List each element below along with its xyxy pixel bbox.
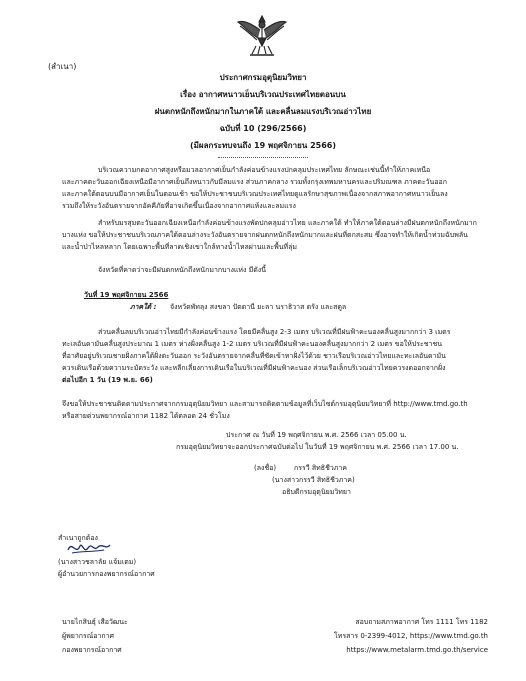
copy-mark: (สำเนา) (48, 62, 77, 71)
footer-left-line: กองพยากรณ์อากาศ (62, 646, 122, 654)
subject-line-1: เรื่อง อากาศหนาวเย็นบริเวณประเทศไทยตอนบน (180, 90, 346, 99)
para1-line: บริเวณความกดอากาศสูงหรือมวลอากาศเย็นกำลังค่อนข้างแรงปกคลุมประเทศไทย ลักษณะเช่นนี้ทำให้ภาคเหนือ (98, 166, 431, 174)
para4-end: ต่อไปอีก 1 วัน (19 พ.ย. 66) (62, 376, 153, 384)
para2-line: และน้ำป่าไหลหลาก โดยเฉพาะพื้นที่ลาดเชิงเขาใกล้ทางน้ำไหลผ่านและพื้นที่ลุ่ม (62, 243, 298, 251)
schedule-date: วันที่ 19 พฤศจิกายน 2566 (84, 291, 169, 299)
certify-label: สำเนาถูกต้อง (58, 534, 98, 542)
footer-right-line[interactable]: โทรสาร 0-2399-4012, https://www.tmd.go.th (334, 632, 488, 640)
signer-position: อธิบดีกรมอุตุนิยมวิทยา (282, 488, 351, 496)
schedule-provinces: จังหวัดพัทลุง สงขลา ปัตตานี ยะลา นราธิวาส ตรัง และสตูล (170, 303, 347, 311)
header-divider (218, 157, 308, 158)
footer-right-line: สอบถามสภาพอากาศ โทร 1111 โทร 1182 (355, 618, 488, 626)
para5-line: จึงขอให้ประชาชนติดตามประกาศจากกรมอุตุนิยมวิทยา และสามารถติดตามข้อมูลที่เว็บไซต์กรมอุตุนิยมวิทยาที่ http://www.tmd.go.th (62, 400, 468, 408)
para1-line: และภาคตะวันออกเฉียงเหนือมีอากาศเย็นถึงหนาวกับมีลมแรง ส่วนภาคกลาง รวมทั้งกรุงเทพมหานครและปริมณฑล ภาคตะวันออก (62, 178, 447, 186)
para4-line: ทะเลอันดามันคลื่นสูงประมาณ 1 เมตร ห่างฝั่งคลื่นสูง 1-2 เมตร บริเวณที่มีฝนฟ้าคะนองคลื่นสูงมากกว่า 2 เมตร ขอให้ประชาชน (62, 340, 443, 348)
certify-position: ผู้อำนวยการกองพยากรณ์อากาศ (58, 570, 155, 578)
subject-line-2: ฝนตกหนักถึงหนักมากในภาคใต้ และคลื่นลมแรงบริเวณอ่าวไทย (154, 107, 372, 116)
garuda-emblem-icon (236, 10, 288, 58)
effective-date: (มีผลกระทบจนถึง 19 พฤศจิกายน 2566) (190, 141, 336, 150)
para2-line: สำหรับมรสุมตะวันออกเฉียงเหนือกำลังค่อนข้างแรงพัดปกคลุมอ่าวไทย และภาคใต้ ทำให้ภาคใต้ตอนล่างมีฝนตกหนักถึงหนักมาก (98, 219, 477, 227)
para5-line: หรือสายด่วนพยากรณ์อากาศ 1182 ได้ตลอด 24 ชั่วโมง (62, 412, 230, 420)
para3: จังหวัดที่คาดว่าจะมีฝนตกหนักถึงหนักมากบางแห่ง มีดังนี้ (98, 266, 267, 274)
para2-line: บางแห่ง ขอให้ประชาชนบริเวณภาคใต้ตอนล่างระวังอันตรายจากฝนตกหนักถึงหนักมากและฝนที่ตกสะสม ซึ่งอาจทำให้เกิดน้ำท่วมฉับพลัน (62, 231, 468, 239)
agency-title: ประกาศกรมอุตุนิยมวิทยา (219, 73, 307, 82)
footer-left-line: ผู้พยากรณ์อากาศ (62, 632, 114, 640)
para1-line: รวมถึงให้ระวังอันตรายจากอัคคีภัยที่อาจเกิดขึ้นเนื่องจากอากาศแห้งและลมแรง (62, 202, 296, 210)
para4-line: ควรเดินเรือด้วยความระมัดระวัง และหลีกเลี่ยงการเดินเรือในบริเวณที่มีฝนฟ้าคะนอง ส่วนเรือเล็กบริเวณอ่าวไทยควรงดออกจากฝั่ง (62, 364, 446, 372)
signer-full-name: (นางสาวกรรวี สิทธิชีวภาค) (272, 476, 355, 484)
certify-name: (นางสาวชลาลัย แจ้มเตม) (58, 558, 137, 566)
para1-line: และภาคใต้ตอนบนมีอากาศเย็นในตอนเช้า ขอให้ประชาชนบริเวณประเทศไทยดูแลรักษาสุขภาพเนื่องจากสภาพอากาศหนาวเย็นลง (62, 190, 448, 198)
announce-line-1: ประกาศ ณ วันที่ 19 พฤศจิกายน พ.ศ. 2566 เวลา 05.00 น. (226, 431, 407, 439)
issue-number: ฉบับที่ 10 (296/2566) (219, 124, 307, 133)
para4-line: ส่วนคลื่นลมบริเวณอ่าวไทยมีกำลังค่อนข้างแรง โดยมีคลื่นสูง 2-3 เมตร บริเวณที่มีฝนฟ้าคะนองคลื่นสูงมากกว่า 3 เมตร (98, 328, 451, 336)
signer-name: กรรวี สิทธิชีวภาค (294, 464, 347, 472)
schedule-region: ภาคใต้ : (130, 303, 157, 311)
announce-line-2: กรมอุตุนิยมวิทยาจะออกประกาศฉบับต่อไป ในวันที่ 19 พฤศจิกายน พ.ศ. 2566 เวลา 17.00 น. (176, 443, 459, 451)
signed-label: (ลงชื่อ) (254, 464, 277, 472)
footer-left-line: นายไกสินธุ์ เสือวัฒนะ (62, 618, 128, 626)
para4-line: ที่อาศัยอยู่บริเวณชายฝั่งภาคใต้ฝั่งตะวันออก ระวังอันตรายจากคลื่นที่ซัดเข้าหาฝั่งไว้ด้วย ชาวเรือบริเวณอ่าวไทยและทะเลอันดามัน (62, 352, 446, 360)
handwritten-signature-icon (64, 538, 112, 558)
footer-right-line[interactable]: https://www.metalarm.tmd.go.th/service (346, 646, 488, 654)
